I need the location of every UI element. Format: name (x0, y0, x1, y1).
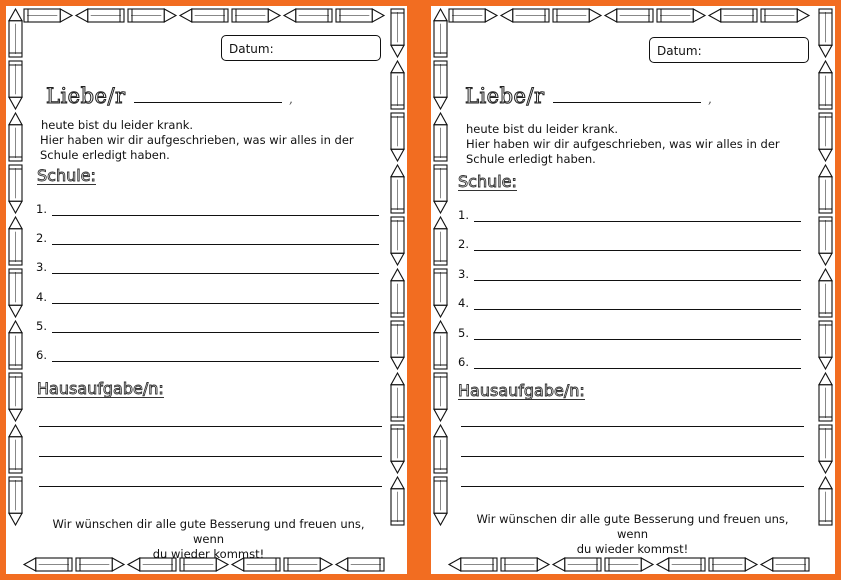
pencil-icon (434, 113, 447, 161)
wish-line-2: du wieder kommst! (576, 542, 689, 556)
greeting-word: Liebe/r (46, 84, 126, 108)
pencil-icon (657, 9, 705, 22)
intro-line-2: Hier haben wir dir aufgeschrieben, was wir alles in der (40, 133, 354, 147)
pencil-icon (284, 9, 332, 22)
school-line-6[interactable] (36, 348, 379, 362)
pencil-icon (819, 425, 832, 473)
homework-line-3[interactable] (39, 486, 382, 487)
school-line-3[interactable] (458, 267, 801, 281)
wish-line-2: du wieder kommst! (152, 547, 265, 561)
date-label: Datum: (657, 44, 702, 58)
pencil-icon (434, 217, 447, 265)
school-line-5[interactable] (458, 326, 801, 340)
pencil-icon (819, 217, 832, 265)
homework-line-3[interactable] (461, 486, 804, 487)
homework-line-1[interactable] (461, 426, 804, 427)
pencil-icon (232, 9, 280, 22)
pencil-icon (391, 217, 404, 265)
pencil-icon (180, 9, 228, 22)
line-number: 4. (36, 290, 47, 304)
name-blank-line[interactable] (553, 86, 701, 103)
line-number: 5. (36, 319, 47, 333)
intro-text (40, 118, 354, 163)
pencil-icon (501, 558, 549, 571)
pencil-icon (391, 9, 404, 57)
pencil-icon (9, 477, 22, 525)
homework-heading: Hausaufgabe/n: (458, 381, 585, 400)
date-box[interactable] (649, 37, 809, 63)
pencil-icon (553, 558, 601, 571)
pencil-icon (391, 113, 404, 161)
pencil-icon (709, 9, 757, 22)
pencil-icon (391, 477, 404, 525)
pencil-icon (819, 9, 832, 57)
write-line[interactable] (474, 209, 801, 222)
write-line[interactable] (52, 261, 379, 274)
pencil-icon (434, 425, 447, 473)
line-number: 3. (36, 260, 47, 274)
pencil-icon (553, 9, 601, 22)
write-line[interactable] (474, 327, 801, 340)
greeting (46, 84, 294, 108)
homework-heading: Hausaufgabe/n: (37, 379, 164, 398)
line-number: 4. (458, 296, 469, 310)
get-well-message (460, 512, 805, 557)
write-line[interactable] (474, 356, 801, 369)
pencil-icon (9, 217, 22, 265)
pencil-icon (391, 425, 404, 473)
intro-line-3: Schule erledigt haben. (466, 152, 596, 166)
pencil-icon (819, 165, 832, 213)
pencil-icon (761, 558, 809, 571)
write-line[interactable] (474, 297, 801, 310)
line-number: 1. (458, 208, 469, 222)
pencil-icon (434, 165, 447, 213)
intro-line-1: heute bist du leider krank. (466, 122, 619, 136)
pencil-icon (9, 9, 22, 57)
greeting (465, 84, 713, 108)
pencil-icon (391, 165, 404, 213)
date-box[interactable] (221, 35, 381, 61)
pencil-icon (9, 321, 22, 369)
write-line[interactable] (52, 320, 379, 333)
pencil-icon (434, 477, 447, 525)
pencil-icon (819, 269, 832, 317)
pencil-icon (391, 373, 404, 421)
date-label: Datum: (229, 42, 274, 56)
line-number: 6. (458, 355, 469, 369)
pencil-icon (391, 61, 404, 109)
intro-line-1: heute bist du leider krank. (41, 118, 194, 132)
pencil-icon (9, 269, 22, 317)
pencil-icon (391, 321, 404, 369)
pencil-icon (434, 373, 447, 421)
homework-line-2[interactable] (461, 456, 804, 457)
pencil-icon (24, 9, 72, 22)
homework-line-1[interactable] (39, 426, 382, 427)
pencil-icon (657, 558, 705, 571)
pencil-icon (76, 9, 124, 22)
pencil-icon (434, 269, 447, 317)
greeting-comma: , (707, 91, 713, 107)
write-line[interactable] (52, 291, 379, 304)
wish-line-1: Wir wünschen dir alle gute Besserung und freuen uns, wenn (52, 517, 365, 546)
line-number: 1. (36, 202, 47, 216)
line-number: 2. (458, 237, 469, 251)
write-line[interactable] (52, 349, 379, 362)
pencil-icon (128, 9, 176, 22)
pencil-icon (9, 113, 22, 161)
pencil-icon (434, 9, 447, 57)
write-line[interactable] (474, 238, 801, 251)
intro-line-2: Hier haben wir dir aufgeschrieben, was wir alles in der (466, 137, 780, 151)
pencil-icon (434, 321, 447, 369)
pencil-icon (819, 373, 832, 421)
pencil-icon (434, 61, 447, 109)
school-line-2[interactable] (458, 237, 801, 251)
line-number: 6. (36, 348, 47, 362)
pencil-icon (605, 558, 653, 571)
pencil-icon (501, 9, 549, 22)
school-heading: Schule: (458, 172, 517, 191)
sheet-left (6, 6, 407, 574)
sheet-right (431, 6, 835, 574)
school-line-1[interactable] (36, 202, 379, 216)
line-number: 3. (458, 267, 469, 281)
write-line[interactable] (52, 232, 379, 245)
school-line-1[interactable] (458, 208, 801, 222)
greeting-word: Liebe/r (465, 84, 545, 108)
greeting-comma: , (288, 91, 294, 107)
pencil-icon (605, 9, 653, 22)
pencil-icon (391, 269, 404, 317)
school-line-4[interactable] (458, 296, 801, 310)
intro-line-3: Schule erledigt haben. (40, 148, 170, 162)
school-line-5[interactable] (36, 319, 379, 333)
pencil-icon (9, 165, 22, 213)
school-line-3[interactable] (36, 260, 379, 274)
school-line-4[interactable] (36, 290, 379, 304)
school-line-2[interactable] (36, 231, 379, 245)
pencil-icon (819, 321, 832, 369)
line-number: 5. (458, 326, 469, 340)
pencil-icon (819, 61, 832, 109)
pencil-icon (9, 61, 22, 109)
homework-line-2[interactable] (39, 456, 382, 457)
write-line[interactable] (474, 268, 801, 281)
line-number: 2. (36, 231, 47, 245)
school-heading: Schule: (37, 166, 96, 185)
pencil-icon (449, 9, 497, 22)
school-line-6[interactable] (458, 355, 801, 369)
intro-text (466, 122, 780, 167)
wish-line-1: Wir wünschen dir alle gute Besserung und freuen uns, wenn (476, 512, 789, 541)
pencil-icon (819, 477, 832, 525)
pencil-icon (9, 373, 22, 421)
pencil-icon (9, 425, 22, 473)
pencil-icon (709, 558, 757, 571)
pencil-icon (336, 9, 384, 22)
pencil-icon (819, 113, 832, 161)
pencil-icon (449, 558, 497, 571)
write-line[interactable] (52, 203, 379, 216)
name-blank-line[interactable] (134, 86, 282, 103)
pencil-icon (761, 9, 809, 22)
get-well-message (36, 517, 381, 562)
